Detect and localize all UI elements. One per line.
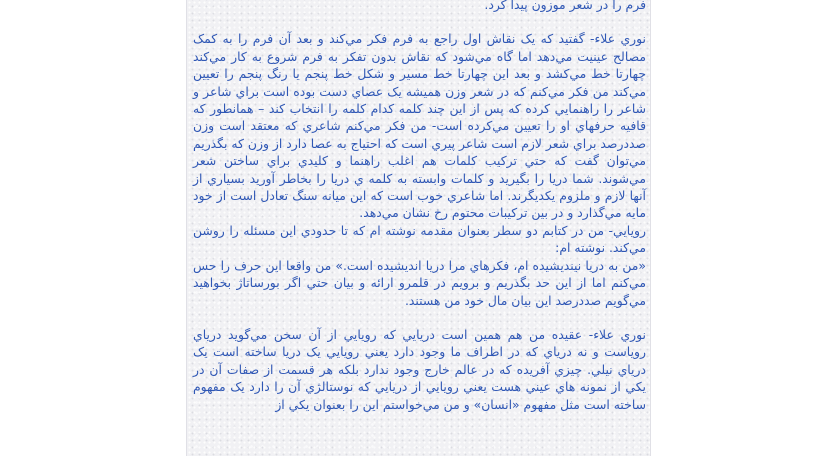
paragraph-2: نوري علاء- گفتيد که يک نقاش اول راجع به فرم فکر مي‌کند و بعد آن فرم را به کمک مصالح عينيت مي‌دهد اما گاه مي‌شود که نقاش بدون تفکر به فرم شروع به کار مي‌کند چهارتا خط مي‌کشد و بعد اين چهارتا خط مسير و شکل خط پنجم يا رنگ پنجم را تعيين مي‌کند من فکر مي‌کنم که در شعر وزن هميشه يک عصاي دست بوده است براي شاعر و شاعر را راهنمايي کرده که پس از اين چند کلمه کدام کلمه را انتخاب کند – همانطور که قافيه حرفهاي او را تعيين مي‌کرده است- من فکر مي‌کنم شاعري که معتقد است وزن صددرصد براي شعر لازم است شاعر پيري است که احتياج به عصا دارد از وزن که بگذريم مي‌توان گفت که حتي ترکيب کلمات هم اغلب راهنما و کليدي براي ساختن شعر مي‌شوند. شما دريا را بگيريد و کلمات وابسته به کلمه ي دريا را بخاطر آوريد بسياري از آنها لازم و ملزوم يکديگرند. اما شاعري خوب است که اين ميانه سنگ تعادل است از خود مايه مي‌گذارد و در بين ترکيبات محتوم رخ نشان مي‌دهد. bbox=[193, 31, 646, 221]
paragraph-gap bbox=[193, 13, 646, 30]
paragraph-gap bbox=[193, 309, 646, 326]
article-text bbox=[187, 0, 650, 413]
paragraph-1: فرم را در شعر موزون پيدا کرد. bbox=[484, 0, 646, 12]
paragraph-5: نوري علاء- عقيده من هم همين است دريايي که رويايي از آن سخن مي‌گويد درياي روياست و نه درياي که در اطراف ما وجود دارد يعني رويايي يک دريا ساخته است يک درياي نيلي. چيزي آفريده که در عالم خارج وجود ندارد بلکه هر قسمت از صفات آن در يکي از نمونه هاي عيني هست يعني رويايي از دريايي که نوستالژي آن را دارد يک مفهوم ساخته است مثل مفهوم «انسان» و من مي‌خواستم اين را بعنوان يکي از bbox=[193, 326, 646, 412]
paragraph-4: «من به دريا نينديشيده ام، فکرهاي مرا دريا انديشيده است.» من واقعا اين حرف را حس مي‌کنم اما از اين حد بگذريم و برويم در قلمرو ارائه و بيان حتي اگر بورساتاژ بخواهيد مي‌گويم صددرصد اين بيان مال خود من هستند. bbox=[193, 257, 646, 308]
paragraph-3: رويايي- من در کتابم دو سطر بعنوان مقدمه نوشته ام که تا حدودي اين مسئله را روشن مي‌کند. نوشته ام: bbox=[193, 222, 646, 256]
article-column bbox=[186, 0, 651, 456]
